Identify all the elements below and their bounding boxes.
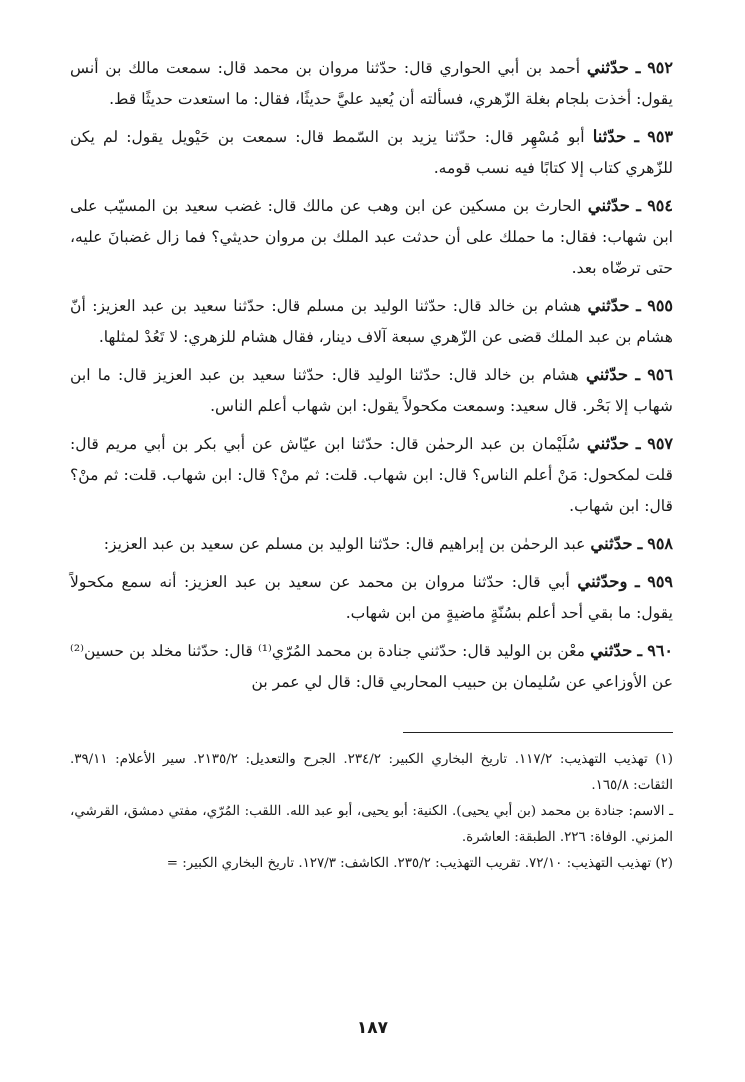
entry-number: ٩٥٨ xyxy=(647,534,673,553)
entry-keyword: حدّثني xyxy=(590,534,633,553)
hadith-entry: ٩٥٤ ـ حدّثني الحارث بن مسكين عن ابن وهب عن مالك قال: غضب سعيد بن المسيّب على ابن شهاب: فقال: ما حملك على أن حدثت عبد الملك بن مروان حديثي؟ فما زال غضبانَ عليه، حتى ترضّاه بعد. xyxy=(70,196,673,277)
footnote: (١) تهذيب التهذيب: ١١٧/٢. تاريخ البخاري الكبير: ٢٣٤/٢. الجرح والتعديل: ٢١٣٥/٢. سير الأعلام: ٣٩/١١. الثقات: ١٦٥/٨. xyxy=(70,752,673,793)
entry-text: سُلَيْمان بن عبد الرحمٰن قال: حدّثنا ابن عيّاش عن أبي بكر بن أبي مريم قال: قلت لمكحول: مَنْ أعلم الناس؟ قال: ابن شهاب. قلت: ثم منْ؟ قال: ابن شهاب. قلت: ثم منْ؟ قال: ابن شهاب. xyxy=(70,435,673,515)
page-number: ١٨٧ xyxy=(356,1018,389,1038)
entry-text: الحارث بن مسكين عن ابن وهب عن مالك قال: غضب سعيد بن المسيّب على ابن شهاب: فقال: ما حملك على أن حدثت عبد الملك بن مروان حديثي؟ فما زال غضبانَ عليه، حتى ترضّاه بعد. xyxy=(70,197,673,277)
hadith-entry: ٩٥٥ ـ حدّثني هشام بن خالد قال: حدّثنا الوليد بن مسلم قال: حدّثنا سعيد بن عبد العزيز: أنّ هشام بن عبد الملك قضى عن الزّهري سبعة آلاف دينار، فقال هشام للزهري: لا تَعُدْ لمثلها. xyxy=(70,296,673,346)
footnote-separator xyxy=(403,732,673,733)
entry-number: ٩٥٧ xyxy=(647,434,673,453)
entry-keyword: حدّثني xyxy=(586,58,629,77)
entry-text: معْن بن الوليد قال: حدّثني جنادة بن محمد المُرّي⁽¹⁾ قال: حدّثنا مخلد بن حسين⁽²⁾ عن الأوزاعي عن سُليمان بن حبيب المحاربي قال: قال لي عمر بن xyxy=(70,642,673,691)
footnote: (٢) تهذيب التهذيب: ٧٢/١٠. تقريب التهذيب: ٢٣٥/٢. الكاشف: ١٢٧/٣. تاريخ البخاري الكبير: = xyxy=(166,856,673,871)
entry-keyword: حدّثني xyxy=(587,196,630,215)
entry-number: ٩٦٠ xyxy=(647,641,673,660)
entry-keyword: وحدّثني xyxy=(577,572,628,591)
entry-keyword: حدّثني xyxy=(590,641,633,660)
hadith-entry: ٩٥٣ ـ حدّثنا أبو مُسْهِر قال: حدّثنا يزيد بن السّمط قال: سمعت بن حَيْويل يقول: لم يكن للزّهري كتاب إلا كتابًا فيه نسب قومه. xyxy=(70,127,673,177)
page-body xyxy=(70,52,673,877)
entry-text: أبو مُسْهِر قال: حدّثنا يزيد بن السّمط قال: سمعت بن حَيْويل يقول: لم يكن للزّهري كتاب إلا كتابًا فيه نسب قومه. xyxy=(70,128,673,177)
footnotes xyxy=(70,747,673,877)
entry-text: هشام بن خالد قال: حدّثنا الوليد قال: حدّثنا سعيد بن عبد العزيز قال: ما ابن شهاب إلا بَحْر. قال سعيد: وسمعت مكحولاً يقول: ابن شهاب أعلم الناس. xyxy=(70,366,673,415)
entry-number: ٩٥٢ xyxy=(647,58,673,77)
footnote: ـ الاسم: جنادة بن محمد (بن أبي يحيى). الكنية: أبو يحيى، أبو عبد الله. اللقب: المُرّي، مفتي دمشق، القرشي، المزني. الوفاة: ٢٢٦. الطبقة: العاشرة. xyxy=(70,804,673,845)
entry-text: عبد الرحمٰن بن إبراهيم قال: حدّثنا الوليد بن مسلم عن سعيد بن عبد العزيز: xyxy=(103,535,586,553)
entry-text: هشام بن خالد قال: حدّثنا الوليد بن مسلم قال: حدّثنا سعيد بن عبد العزيز: أنّ هشام بن عبد الملك قضى عن الزّهري سبعة آلاف دينار، فقال هشام للزهري: لا تَعُدْ لمثلها. xyxy=(70,297,673,346)
entry-number: ٩٥٩ xyxy=(647,572,673,591)
entry-number: ٩٥٥ xyxy=(647,296,673,315)
entry-number: ٩٥٣ xyxy=(647,127,673,146)
entry-text: أحمد بن أبي الحواري قال: حدّثنا مروان بن محمد قال: سمعت مالك بن أنس يقول: أخذت بلجام بغلة الزّهري، فسألته أن يُعيد عليَّ حديثًا، فقال: ما استعدت حديثًا قط. xyxy=(70,59,673,108)
entry-number: ٩٥٦ xyxy=(647,365,673,384)
hadith-entry: ٩٥٩ ـ وحدّثني أبي قال: حدّثنا مروان بن محمد عن سعيد بن عبد العزيز: أنه سمع مكحولاً يقول: ما بقي أحد أعلم بسُنّةٍ ماضيةٍ من ابن شهاب. xyxy=(70,572,673,622)
entry-keyword: حدّثني xyxy=(585,365,629,384)
entry-keyword: حدّثني xyxy=(586,434,630,453)
entry-text: أبي قال: حدّثنا مروان بن محمد عن سعيد بن عبد العزيز: أنه سمع مكحولاً يقول: ما بقي أحد أعلم بسُنّةٍ ماضيةٍ من ابن شهاب. xyxy=(70,573,673,622)
hadith-entry: ٩٥٧ ـ حدّثني سُلَيْمان بن عبد الرحمٰن قال: حدّثنا ابن عيّاش عن أبي بكر بن أبي مريم قال: قلت لمكحول: مَنْ أعلم الناس؟ قال: ابن شهاب. قلت: ثم منْ؟ قال: ابن شهاب. قلت: ثم منْ؟ قال: ابن شهاب. xyxy=(70,434,673,515)
entry-number: ٩٥٤ xyxy=(647,196,673,215)
entry-keyword: حدّثني xyxy=(587,296,630,315)
hadith-entry: ٩٥٨ ـ حدّثني عبد الرحمٰن بن إبراهيم قال: حدّثنا الوليد بن مسلم عن سعيد بن عبد العزيز: xyxy=(103,534,673,553)
hadith-entry: ٩٥٢ ـ حدّثني أحمد بن أبي الحواري قال: حدّثنا مروان بن محمد قال: سمعت مالك بن أنس يقول: أخذت بلجام بغلة الزّهري، فسألته أن يُعيد عليَّ حديثًا، فقال: ما استعدت حديثًا قط. xyxy=(70,58,673,108)
hadith-entry: ٩٥٦ ـ حدّثني هشام بن خالد قال: حدّثنا الوليد قال: حدّثنا سعيد بن عبد العزيز قال: ما ابن شهاب إلا بَحْر. قال سعيد: وسمعت مكحولاً يقول: ابن شهاب أعلم الناس. xyxy=(70,365,673,415)
hadith-entry: ٩٦٠ ـ حدّثني معْن بن الوليد قال: حدّثني جنادة بن محمد المُرّي⁽¹⁾ قال: حدّثنا مخلد بن حسين⁽²⁾ عن الأوزاعي عن سُليمان بن حبيب المحاربي قال: قال لي عمر بن xyxy=(70,641,673,691)
entry-keyword: حدّثنا xyxy=(592,127,627,146)
